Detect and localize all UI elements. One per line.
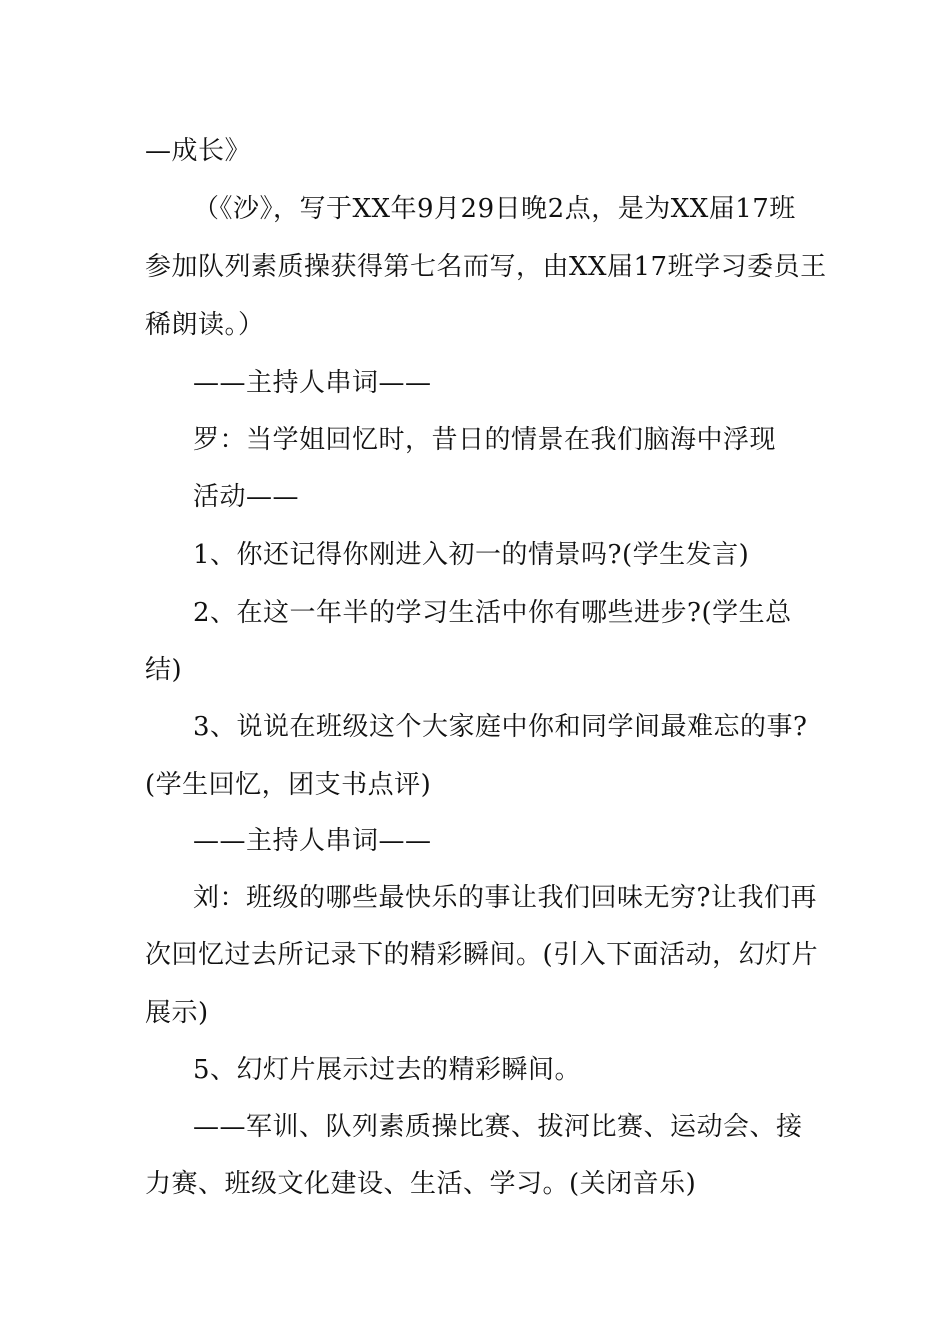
host-line-liu: 刘：班级的哪些最快乐的事让我们回味无穷?让我们再 xyxy=(193,883,817,913)
host-line-liu-cont-2: 展示) xyxy=(145,998,209,1028)
host-lines-heading-2: ——主持人串词—— xyxy=(193,826,432,856)
activity-item-5: 5、幻灯片展示过去的精彩瞬间。 xyxy=(193,1055,582,1085)
text-line-note-middle: 参加队列素质操获得第七名而写，由XX届17班学习委员王 xyxy=(145,252,827,282)
text-line-note-end: 稀朗读。） xyxy=(145,310,265,340)
activity-item-2: 2、在这一年半的学习生活中你有哪些进步?(学生总 xyxy=(193,598,792,628)
text-line-note-start: （《沙》，写于XX年9月29日晚2点，是为XX届17班 xyxy=(193,194,796,224)
host-line-luo: 罗：当学姐回忆时，昔日的情景在我们脑海中浮现 xyxy=(193,425,777,455)
slideshow-topics: ——军训、队列素质操比赛、拔河比赛、运动会、接 xyxy=(193,1112,803,1142)
activity-item-2-cont: 结) xyxy=(145,655,183,685)
host-line-liu-cont-1: 次回忆过去所记录下的精彩瞬间。(引入下面活动，幻灯片 xyxy=(145,940,819,970)
activity-item-3-cont: (学生回忆，团支书点评) xyxy=(145,770,432,800)
activity-item-1: 1、你还记得你刚进入初一的情景吗?(学生发言) xyxy=(193,540,750,570)
activity-item-3: 3、说说在班级这个大家庭中你和同学间最难忘的事? xyxy=(193,712,808,742)
host-lines-heading: ——主持人串词—— xyxy=(193,368,432,398)
text-line-continuation: —成长》 xyxy=(145,136,252,166)
activity-heading: 活动—— xyxy=(193,482,300,512)
slideshow-topics-cont: 力赛、班级文化建设、生活、学习。(关闭音乐) xyxy=(145,1169,697,1199)
